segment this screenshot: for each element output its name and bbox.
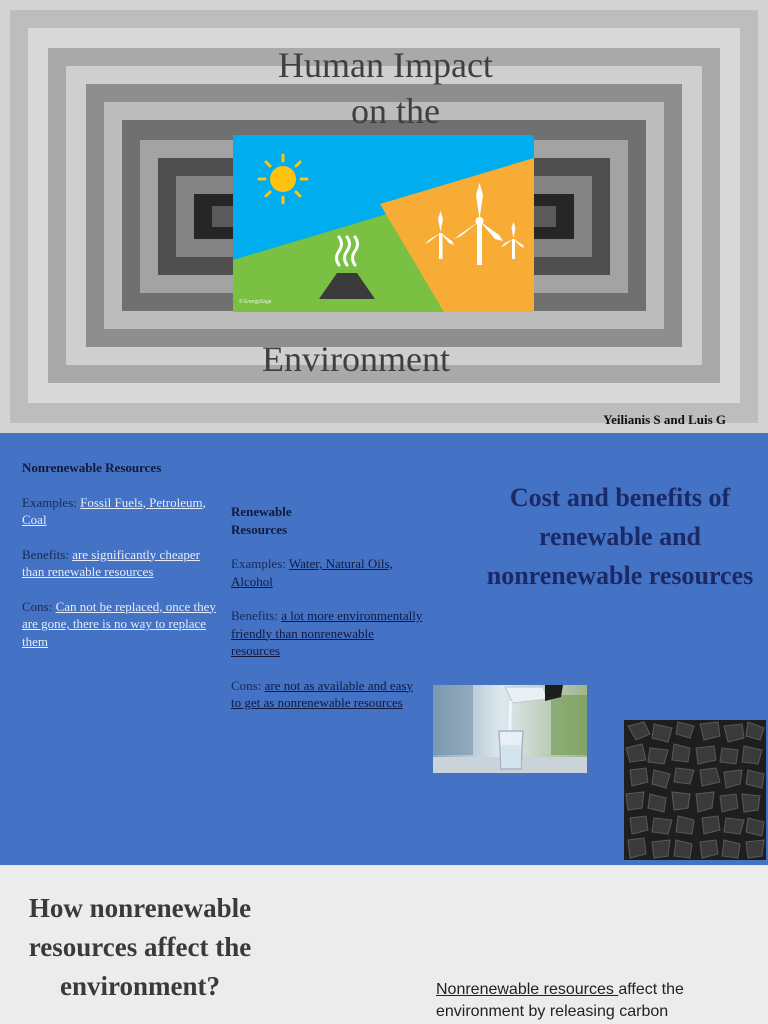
image-watermark: © EnergySage [239,299,272,305]
resources-slide [0,433,768,865]
benefits-label: Benefits: [231,608,278,623]
nonrenewable-benefits [22,546,217,581]
title-line-1: Human Impact [278,45,493,85]
renewable-examples [231,555,426,590]
impact-slide [0,865,768,1024]
renewable-cons [231,677,426,712]
examples-label: Examples: [231,556,286,571]
renewable-heading [231,503,426,538]
cons-link[interactable]: Can not be replaced, once they are gone, there is no way to replace them [22,598,216,649]
nonrenewable-resources-link[interactable]: Nonrenewable resources [436,981,619,998]
water-glass-image [433,685,587,773]
impact-text [436,979,756,1023]
nonrenewable-column [22,459,217,667]
impact-title: How nonrenewable resources affect the environment? [28,893,252,1001]
title-line-3: Environment [262,339,450,379]
renewable-benefits [231,607,426,660]
nonrenewable-cons [22,598,217,651]
energy-illustration [233,135,534,312]
cost-benefits-title: Cost and benefits of renewable and nonrenewable resources [486,483,754,590]
impact-text-rest: affect the environment by releasing carbon [436,981,684,1020]
renewable-heading-line-1: Renewable [231,504,292,519]
nonrenewable-examples [22,494,217,529]
sun-icon [259,155,307,203]
renewable-column [231,503,426,729]
cons-label: Cons: [231,677,262,693]
examples-link[interactable]: Water, Natural Oils, Alcohol [231,556,393,589]
renewable-heading-line-2: Resources [231,521,288,537]
cons-label: Cons: [22,598,53,614]
benefits-link[interactable]: a lot more environmentally friendly than nonrenewable resources [231,608,423,658]
benefits-label: Benefits: [22,546,69,562]
title-line-2: on the [351,91,440,131]
title-slide [0,0,768,433]
examples-label: Examples: [22,494,77,510]
coal-image [624,720,766,860]
benefits-link[interactable]: are significantly cheaper than renewable resources [22,546,200,579]
nonrenewable-heading: Nonrenewable Resources [22,460,162,475]
examples-link[interactable]: Fossil Fuels, Petroleum, Coal [22,494,206,527]
authors: Yeilianis S and Luis G [603,412,726,427]
cons-link[interactable]: are not as available and easy to get as nonrenewable resources [231,677,413,710]
